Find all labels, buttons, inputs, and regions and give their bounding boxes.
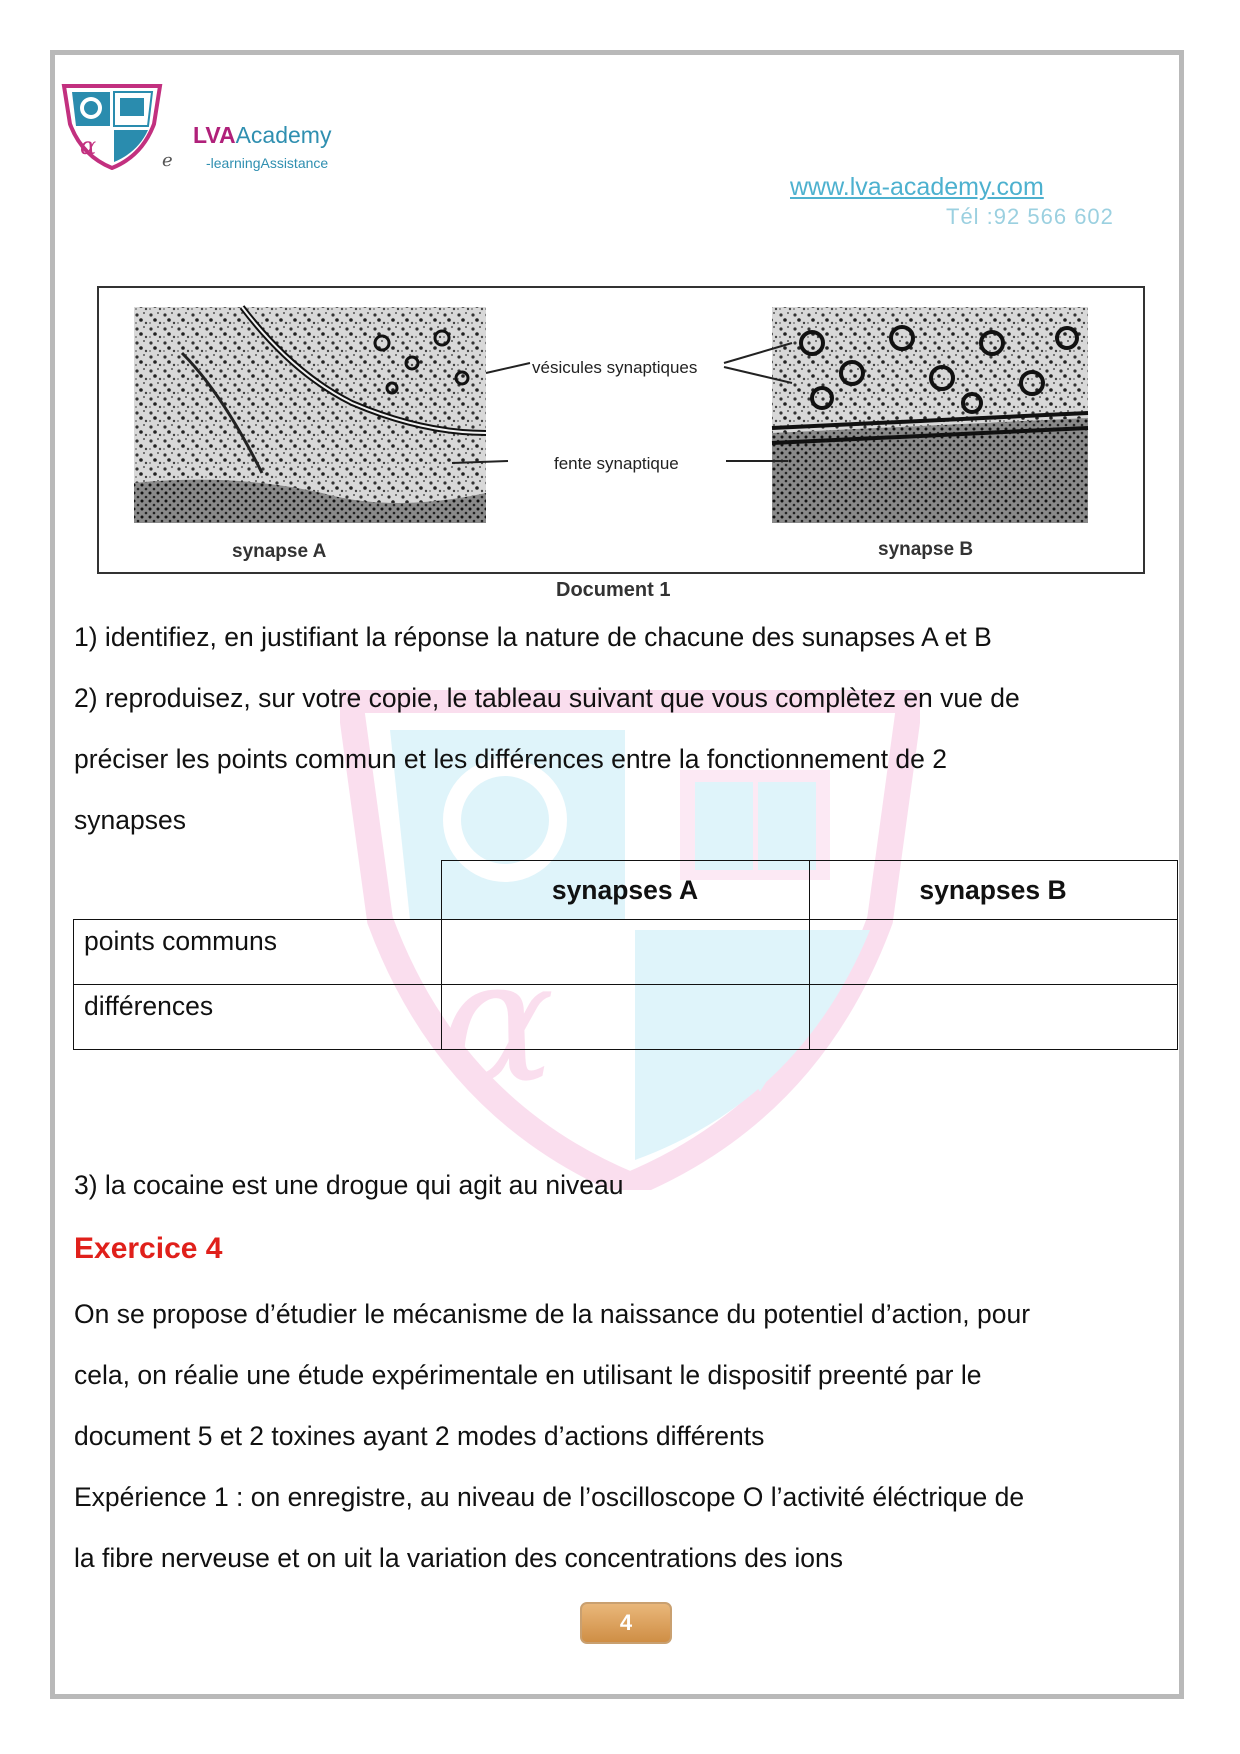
table-row xyxy=(74,985,1178,1050)
table-cell-a-differences[interactable] xyxy=(441,985,809,1050)
table-header-row xyxy=(74,861,1178,920)
question-3: 3) la cocaine est une drogue qui agit au niveau xyxy=(74,1170,624,1200)
question-2-line-2: préciser les points commun et les différences entre la fonctionnement de 2 xyxy=(74,744,948,774)
table-cell-a-common[interactable] xyxy=(441,920,809,985)
synapse-a-image xyxy=(134,307,486,523)
brand-name xyxy=(193,122,331,149)
svg-text:α: α xyxy=(80,132,97,160)
paragraph-2-line-1: Expérience 1 : on enregistre, au niveau de l’oscilloscope O l’activité éléctrique de xyxy=(74,1482,1025,1512)
table-cell-b-common[interactable] xyxy=(809,920,1177,985)
brand-academy: Academy xyxy=(235,122,332,148)
brand-e-letter: e xyxy=(162,150,173,171)
table-corner-cell xyxy=(74,861,442,920)
question-1: 1) identifiez, en justifiant la réponse la nature de chacune des sunapses A et B xyxy=(74,622,992,652)
page-number-badge: 4 xyxy=(580,1602,672,1644)
synapse-micrograph-figure xyxy=(92,283,1154,603)
question-2-line-1: 2) reproduisez, sur votre copie, le tableau suivant que vous complètez en vue de xyxy=(74,683,1020,713)
label-synapse-a: synapse A xyxy=(232,541,327,562)
label-cleft: fente synaptique xyxy=(554,454,679,473)
comparison-table xyxy=(73,860,1178,1050)
brand-lva: LVA xyxy=(193,122,236,148)
brand-tagline: -learningAssistance xyxy=(206,155,329,171)
svg-text:α: α xyxy=(440,923,555,1121)
figure-caption: Document 1 xyxy=(556,579,671,601)
phone-number: Tél :92 566 602 xyxy=(946,204,1114,229)
paragraph-2-line-2: la fibre nerveuse et on uit la variation des concentrations des ions xyxy=(74,1543,843,1573)
table-header-synapses-a: synapses A xyxy=(441,861,809,920)
lva-shield-logo xyxy=(58,80,166,170)
question-2-line-3: synapses xyxy=(74,805,186,835)
paragraph-1-line-1: On se propose d’étudier le mécanisme de la naissance du potentiel d’action, pour xyxy=(74,1299,1031,1329)
table-header-synapses-b: synapses B xyxy=(809,861,1177,920)
table-row xyxy=(74,920,1178,985)
website-link[interactable]: www.lva-academy.com xyxy=(790,173,1044,201)
table-row-label-differences: différences xyxy=(74,985,442,1050)
paragraph-1-line-2: cela, on réalie une étude expérimentale en utilisant le dispositif preenté par le xyxy=(74,1360,982,1390)
paragraph-1-line-3: document 5 et 2 toxines ayant 2 modes d’actions différents xyxy=(74,1421,765,1451)
label-vesicles: vésicules synaptiques xyxy=(532,358,698,377)
exercise-heading: Exercice 4 xyxy=(74,1232,223,1265)
table-cell-b-differences[interactable] xyxy=(809,985,1177,1050)
label-synapse-b: synapse B xyxy=(878,539,974,560)
table-row-label-common: points communs xyxy=(74,920,442,985)
synapse-b-image xyxy=(772,307,1088,523)
